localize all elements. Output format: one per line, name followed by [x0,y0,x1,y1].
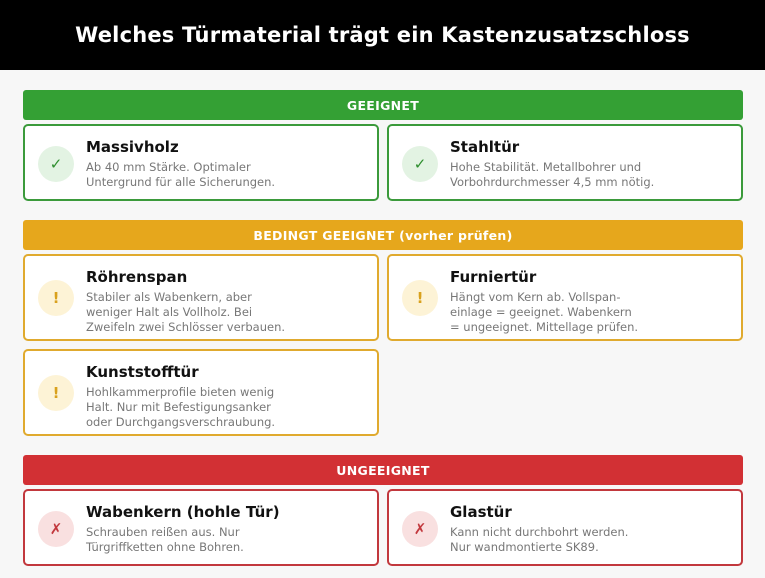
exclamation-icon: ! [38,280,74,316]
card-description: Schrauben reißen aus. Nur Türgriffketten ohne Bohren. [86,525,244,554]
check-icon: ✓ [402,146,438,182]
card-title: Massivholz [86,138,179,156]
exclamation-icon: ! [402,280,438,316]
check-icon: ✓ [38,146,74,182]
card-description: Ab 40 mm Stärke. Optimaler Untergrund für alle Sicherungen. [86,160,276,189]
card-furniertuer [387,254,743,341]
card-description: Hohe Stabilität. Metallbohrer und Vorbohrdurchmesser 4,5 mm nötig. [450,160,655,189]
card-title: Wabenkern (hohle Tür) [86,503,280,521]
section-band-suitable: GEEIGNET [23,90,743,120]
card-glastuer [387,489,743,566]
card-description: Hohlkammerprofile bieten wenig Halt. Nur mit Befestigungsanker oder Durchgangsverschraubung. [86,385,276,429]
card-stahltuer [387,124,743,201]
card-title: Stahltür [450,138,520,156]
cross-icon: ✗ [402,511,438,547]
card-massivholz [23,124,379,201]
cross-icon: ✗ [38,511,74,547]
card-roehrenspan [23,254,379,341]
card-title: Kunststofftür [86,363,199,381]
page-title: Welches Türmaterial trägt ein Kastenzusatzschloss [0,0,765,70]
card-title: Röhrenspan [86,268,188,286]
section-band-unsuitable: UNGEEIGNET [23,455,743,485]
card-wabenkern [23,489,379,566]
card-kunststofftuer [23,349,379,436]
exclamation-icon: ! [38,375,74,411]
card-description: Hängt vom Kern ab. Vollspan- einlage = geeignet. Wabenkern = ungeeignet. Mittellage prüfen. [450,290,639,334]
card-title: Glastür [450,503,512,521]
section-band-conditional: BEDINGT GEEIGNET (vorher prüfen) [23,220,743,250]
card-title: Furniertür [450,268,537,286]
card-description: Stabiler als Wabenkern, aber weniger Halt als Vollholz. Bei Zweifeln zwei Schlösser verbauen. [86,290,286,334]
card-description: Kann nicht durchbohrt werden. Nur wandmontierte SK89. [450,525,629,554]
